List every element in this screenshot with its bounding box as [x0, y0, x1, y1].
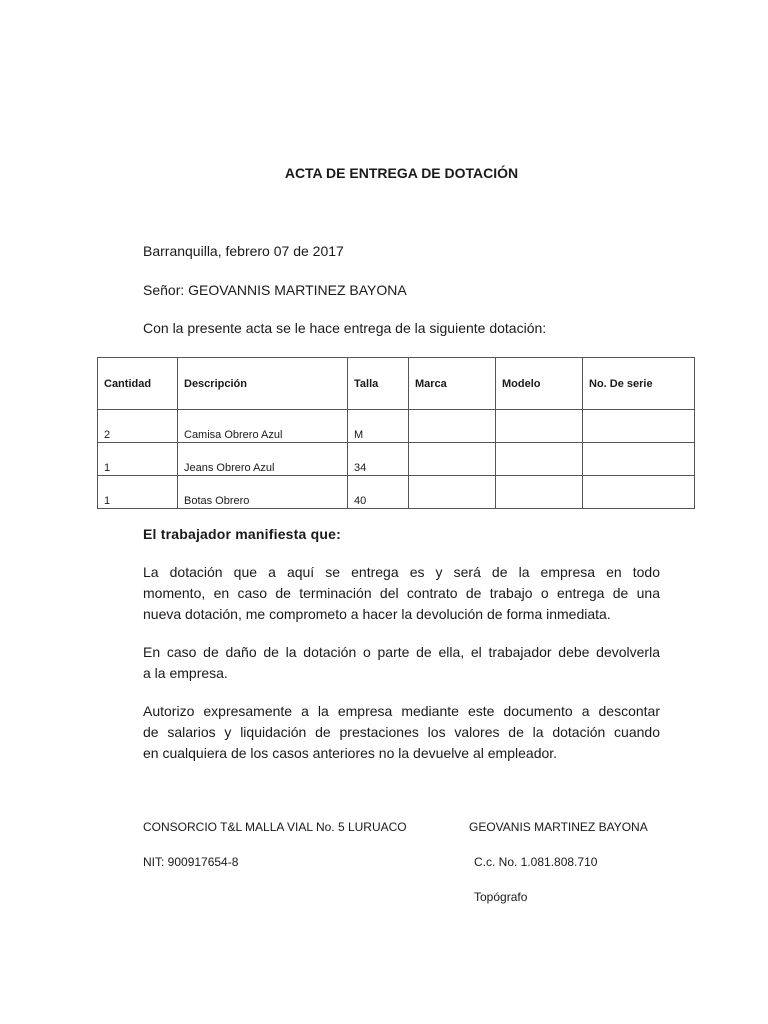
cell-descripcion: Jeans Obrero Azul — [178, 443, 348, 476]
header-talla: Talla — [348, 358, 409, 410]
paragraph-line: nueva dotación, me comprometo a hacer la devolución de forma inmediata. — [143, 606, 611, 622]
header-cantidad: Cantidad — [98, 358, 178, 410]
declaration-heading: El trabajador manifiesta que: — [143, 526, 341, 542]
cell-marca — [409, 410, 496, 443]
table-row — [98, 476, 695, 509]
declaration-paragraph-2 — [143, 642, 660, 684]
company-name: CONSORCIO T&L MALLA VIAL No. 5 LURUACO — [143, 820, 407, 834]
company-nit: NIT: 900917654-8 — [143, 855, 239, 869]
cell-serie — [583, 476, 695, 509]
header-marca: Marca — [409, 358, 496, 410]
header-modelo: Modelo — [496, 358, 583, 410]
cell-modelo — [496, 476, 583, 509]
cell-descripcion: Botas Obrero — [178, 476, 348, 509]
cell-modelo — [496, 443, 583, 476]
cell-serie — [583, 443, 695, 476]
paragraph-line: Autorizo expresamente a la empresa mediante este documento a descontar — [143, 703, 660, 719]
paragraph-line: La dotación que a aquí se entrega es y será de la empresa en todo — [143, 564, 660, 580]
paragraph-line: a la empresa. — [143, 665, 228, 681]
declaration-paragraph-1 — [143, 562, 660, 625]
paragraph-line: de salarios y liquidación de prestaciones los valores de la dotación cuando — [143, 724, 660, 740]
cell-talla: 40 — [348, 476, 409, 509]
cell-cantidad: 1 — [98, 476, 178, 509]
paragraph-line: En caso de daño de la dotación o parte de ella, el trabajador debe devolverla — [143, 644, 660, 660]
cell-descripcion: Camisa Obrero Azul — [178, 410, 348, 443]
header-descripcion: Descripción — [178, 358, 348, 410]
cell-serie — [583, 410, 695, 443]
header-serie: No. De serie — [583, 358, 695, 410]
cell-marca — [409, 443, 496, 476]
table-header-row — [98, 358, 695, 410]
table-row — [98, 443, 695, 476]
place-date: Barranquilla, febrero 07 de 2017 — [143, 243, 344, 259]
table-row — [98, 410, 695, 443]
cell-modelo — [496, 410, 583, 443]
worker-name: GEOVANIS MARTINEZ BAYONA — [469, 820, 648, 834]
paragraph-line: momento, en caso de terminación del contrato de trabajo o entrega de una — [143, 585, 660, 601]
document-title: ACTA DE ENTREGA DE DOTACIÓN — [284, 165, 519, 181]
cell-talla: M — [348, 410, 409, 443]
intro-line: Con la presente acta se le hace entrega de la siguiente dotación: — [143, 320, 547, 336]
cell-talla: 34 — [348, 443, 409, 476]
worker-role: Topógrafo — [474, 890, 528, 904]
cell-cantidad: 1 — [98, 443, 178, 476]
worker-id: C.c. No. 1.081.808.710 — [474, 855, 598, 869]
cell-marca — [409, 476, 496, 509]
declaration-paragraph-3 — [143, 701, 660, 764]
recipient-line: Señor: GEOVANNIS MARTINEZ BAYONA — [143, 282, 407, 298]
cell-cantidad: 2 — [98, 410, 178, 443]
items-table — [97, 357, 695, 509]
paragraph-line: en cualquiera de los casos anteriores no la devuelve al empleador. — [143, 745, 558, 761]
